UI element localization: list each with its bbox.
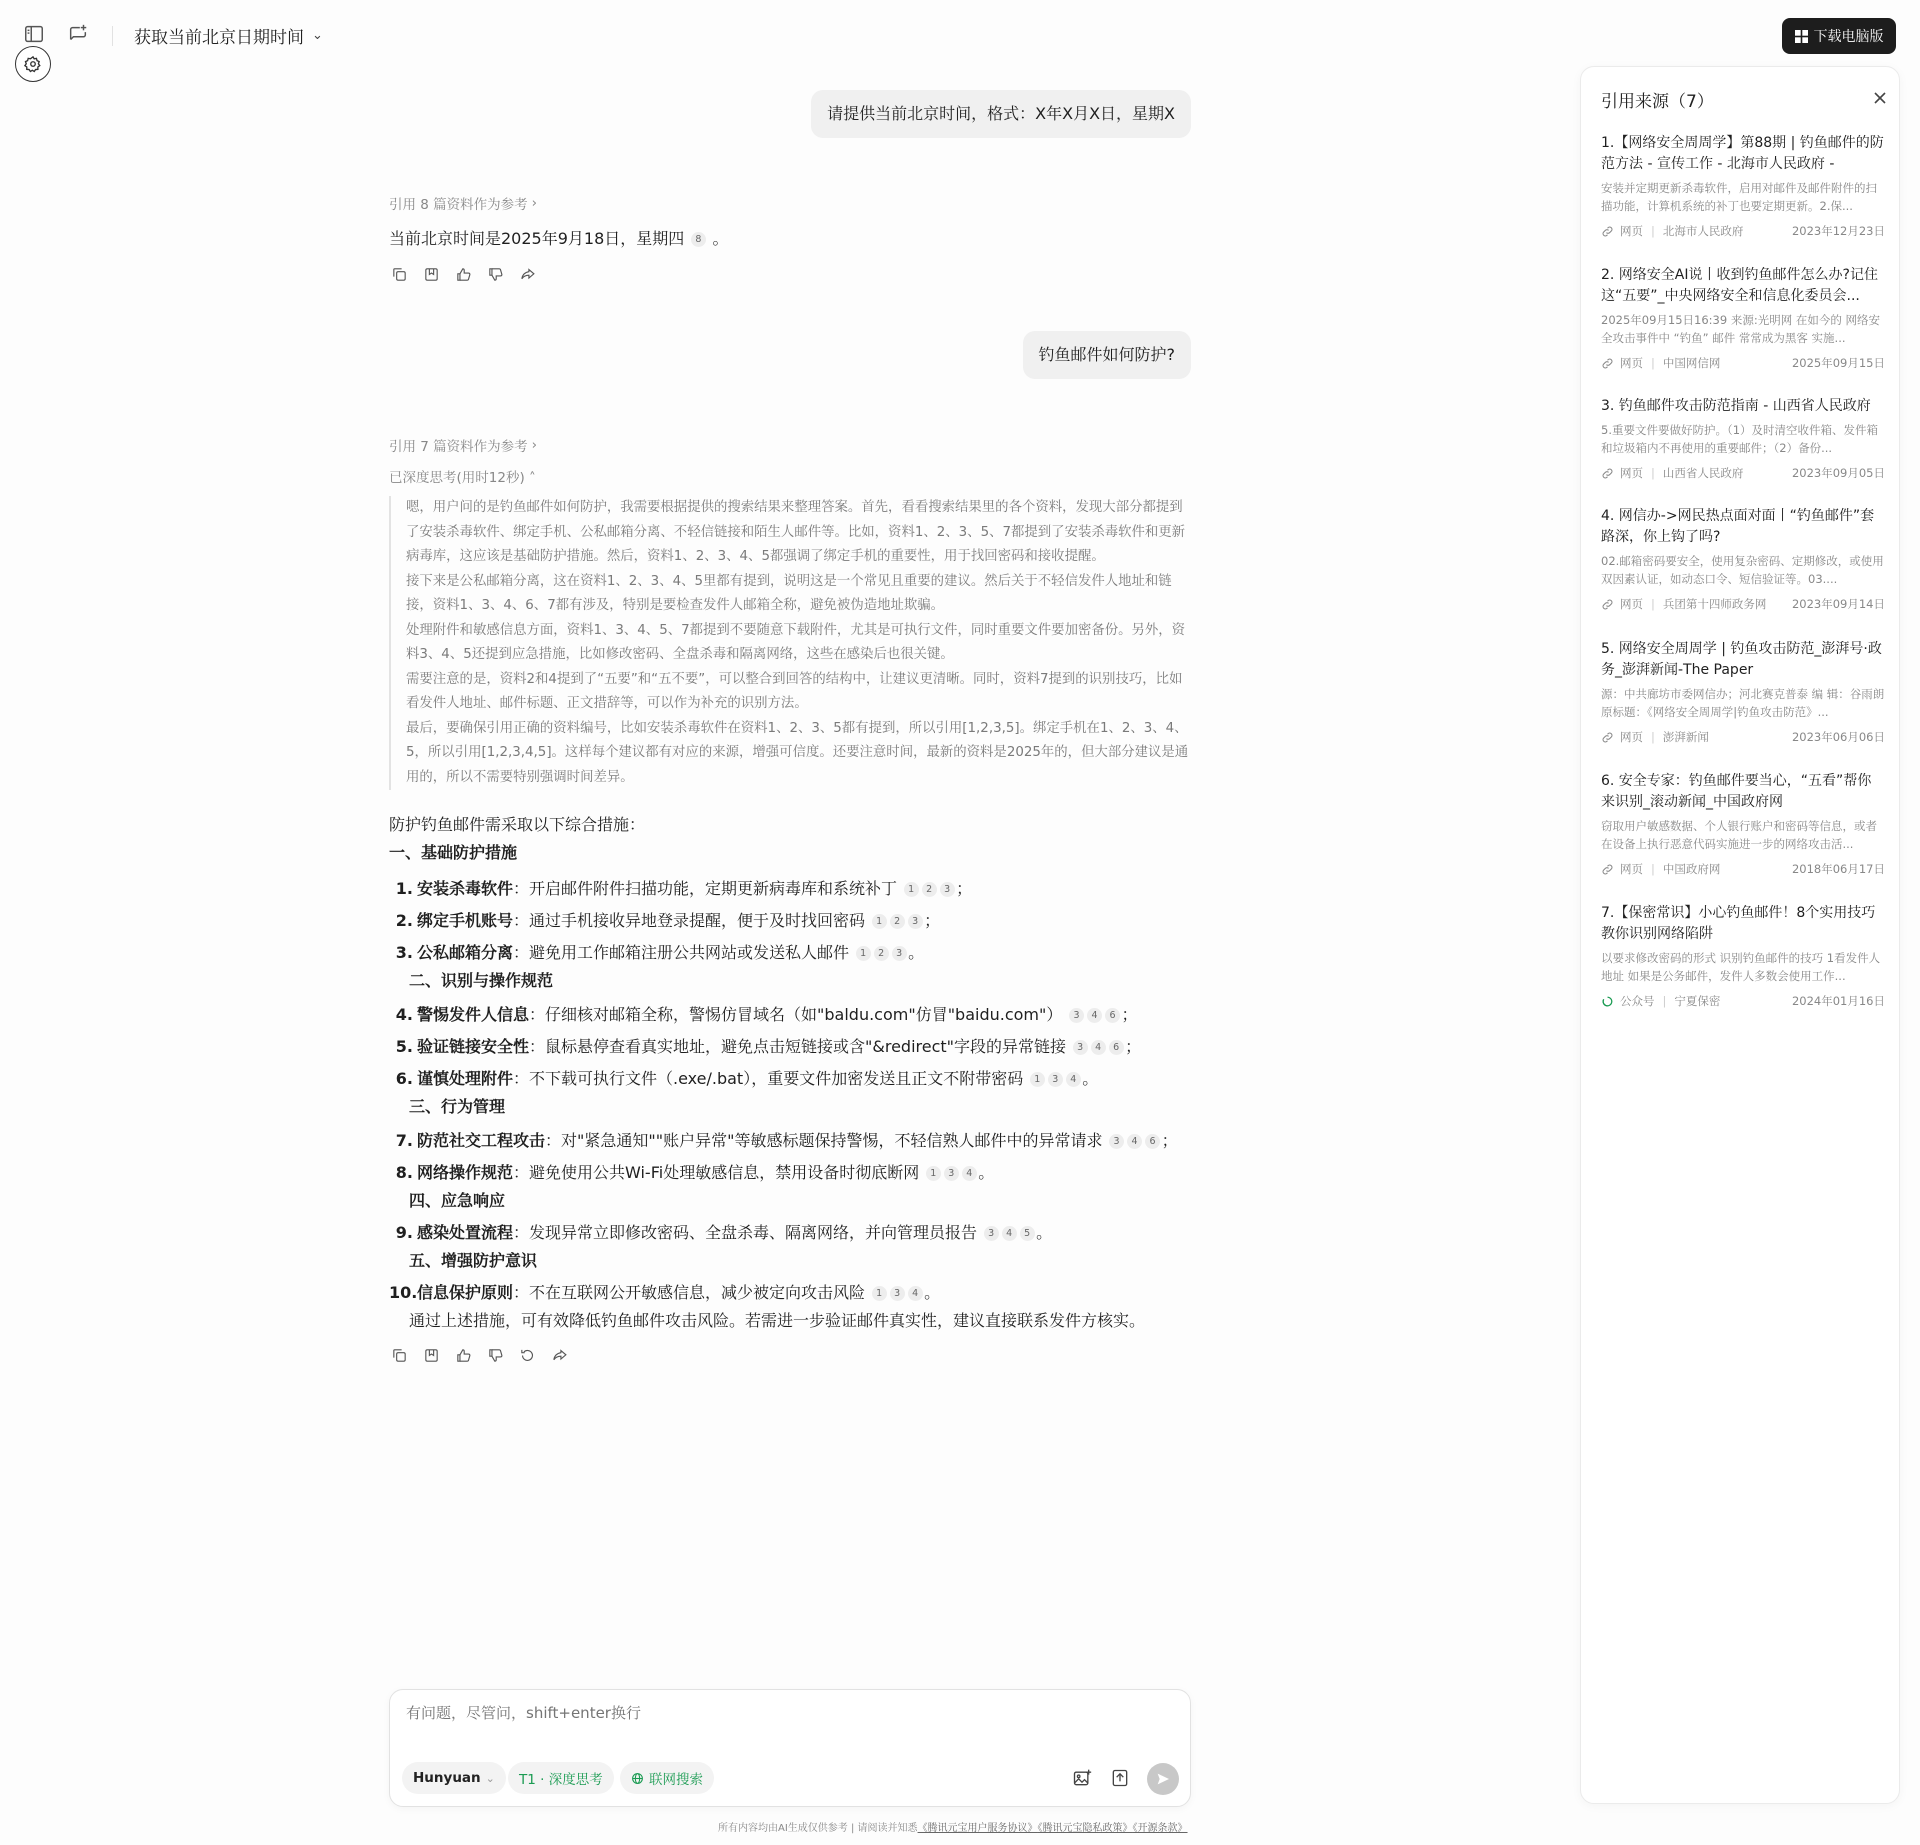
citation-badge[interactable]: 3 xyxy=(1109,1134,1124,1149)
assistant-answer xyxy=(389,226,728,249)
citation-badge[interactable]: 5 xyxy=(1020,1226,1035,1241)
chevron-up-icon: ˄ xyxy=(529,470,536,486)
citation-badge[interactable]: 6 xyxy=(1109,1040,1124,1055)
citation-badge[interactable]: 3 xyxy=(940,882,955,897)
sidebar-toggle-icon[interactable] xyxy=(20,20,48,48)
thinking-content xyxy=(389,496,1191,790)
send-button[interactable] xyxy=(1147,1763,1179,1795)
source-item[interactable] xyxy=(1601,396,1885,481)
source-item[interactable] xyxy=(1601,639,1885,745)
source-snippet: 5.重要文件要做好防护。（1）及时清空收件箱、发件箱和垃圾箱内不再使用的重要邮件；（2）备份... xyxy=(1601,423,1879,455)
source-item[interactable] xyxy=(1601,771,1885,877)
close-icon[interactable] xyxy=(1870,88,1890,108)
deep-think-toggle[interactable] xyxy=(389,466,536,486)
citation-badge[interactable]: 8 xyxy=(691,232,706,247)
source-date: 2024年01月16日 xyxy=(1791,994,1885,1008)
link-icon xyxy=(1601,862,1615,876)
source-site: 兵团第十四师政务网 xyxy=(1662,597,1767,611)
references-label: 引用 7 篇资料作为参考 xyxy=(389,439,528,455)
link-icon xyxy=(1601,224,1615,238)
chat-input-box xyxy=(389,1689,1191,1807)
source-meta: 网页 | 山西省人民政府 2023年09月05日 xyxy=(1601,465,1885,481)
bookmark-icon[interactable] xyxy=(421,1345,441,1365)
thinking-paragraph: 最后，要确保引用正确的资料编号，比如安装杀毒软件在资料1、2、3、5都有提到，所以引用[1,2,3,5]。绑定手机在1、2、3、4、5，所以引用[1,2,3,4,5]。这样每个建议都有对应的来源，增强可信度。还要注意时间，最新的资料是2025年的，但大部分建议是通用的，所以不需要特别强调时间差异。 xyxy=(406,720,1189,785)
source-date: 2023年09月14日 xyxy=(1791,597,1885,611)
source-type: 网页 xyxy=(1620,862,1643,876)
thumbs-down-icon[interactable] xyxy=(485,1345,505,1365)
share-icon[interactable] xyxy=(549,1345,569,1365)
conversation-title[interactable] xyxy=(134,23,323,48)
citation-badge[interactable]: 1 xyxy=(856,946,871,961)
source-title: 5. 网络安全周周学 | 钓鱼攻击防范_澎湃号·政务_澎湃新闻-The Paper xyxy=(1601,641,1882,678)
divider xyxy=(112,26,113,46)
citation-badge[interactable]: 6 xyxy=(1105,1008,1120,1023)
answer-end: 。 xyxy=(712,229,729,248)
source-title: 1.【网络安全周周学】第88期 | 钓鱼邮件的防范方法 - 宣传工作 - 北海市人民政府 - xyxy=(1601,135,1884,172)
globe-icon xyxy=(631,1772,644,1785)
chevron-right-icon: › xyxy=(531,437,538,453)
source-snippet: 窃取用户敏感数据、个人银行账户和密码等信息，或者在设备上执行恶意代码实施进一步的网络攻击活... xyxy=(1601,819,1877,851)
source-meta: 网页 | 中国政府网 2018年06月17日 xyxy=(1601,861,1885,877)
deep-think-chip-label: T1 · 深度思考 xyxy=(519,1772,603,1788)
citation-badge[interactable]: 3 xyxy=(1073,1040,1088,1055)
thumbs-up-icon[interactable] xyxy=(453,1345,473,1365)
list-item: 10.信息保护原则：不在互联网公开敏感信息，减少被定向攻击风险 1 3 4 。 xyxy=(389,1283,941,1302)
source-snippet: 以要求修改密码的形式 识别钓鱼邮件的技巧 1看发件人地址 如果是公务邮件，发件人多数会使用工作... xyxy=(1601,951,1881,983)
source-meta: 网页 | 北海市人民政府 2023年12月23日 xyxy=(1601,223,1885,239)
section-heading: 四、应急响应 xyxy=(409,1191,506,1210)
citation-badge[interactable]: 3 xyxy=(908,914,923,929)
windows-icon xyxy=(1795,30,1808,43)
list-item: 9. 感染处置流程：发现异常立即修改密码、全盘杀毒、隔离网络，并向管理员报告 3 4 5 。 xyxy=(395,1223,1053,1242)
share-icon[interactable] xyxy=(517,264,537,284)
source-item[interactable] xyxy=(1601,506,1885,612)
source-date: 2018年06月17日 xyxy=(1791,862,1885,876)
user-message: 钓鱼邮件如何防护? xyxy=(1023,331,1192,379)
copy-icon[interactable] xyxy=(389,264,409,284)
source-item[interactable] xyxy=(1601,133,1885,239)
thinking-paragraph: 处理附件和敏感信息方面，资料1、3、4、5、7都提到不要随意下载附件，尤其是可执行文件，同时重要文件要加密备份。另外，资料3、4、5还提到应急措施，比如修改密码、全盘杀毒和隔离网络，这些在感染后也很关键。 xyxy=(406,622,1186,662)
top-bar xyxy=(0,0,1920,70)
gear-icon xyxy=(24,55,42,73)
source-type: 网页 xyxy=(1620,224,1643,238)
source-title: 6. 安全专家：钓鱼邮件要当心，“五看”帮你来识别_滚动新闻_中国政府网 xyxy=(1601,773,1872,810)
file-upload-icon[interactable] xyxy=(1108,1766,1132,1790)
source-site: 宁夏保密 xyxy=(1674,994,1721,1008)
list-item: 3. 公私邮箱分离：避免用工作邮箱注册公共网站或发送私人邮件 1 2 3 。 xyxy=(395,943,925,962)
answer-conclusion: 通过上述措施，可有效降低钓鱼邮件攻击风险。若需进一步验证邮件真实性，建议直接联系发件方核实。 xyxy=(409,1311,1146,1330)
answer-text: 当前北京时间是2025年9月18日，星期四 xyxy=(389,229,685,248)
source-title: 3. 钓鱼邮件攻击防范指南 - 山西省人民政府 xyxy=(1601,398,1871,414)
citation-badge[interactable]: 2 xyxy=(890,914,905,929)
conversation-title-text: 获取当前北京日期时间 xyxy=(134,28,304,48)
thinking-paragraph: 需要注意的是，资料2和4提到了“五要”和“五不要”，可以整合到回答的结构中，让建议更清晰。同时，资料7提到的识别技巧，比如看发件人地址、邮件标题、正文措辞等，可以作为补充的识别方法。 xyxy=(406,671,1183,711)
image-upload-icon[interactable] xyxy=(1070,1766,1094,1790)
sources-title: 引用来源（7） xyxy=(1601,92,1714,112)
citation-badge[interactable]: 4 xyxy=(962,1166,977,1181)
source-site: 中国网信网 xyxy=(1662,356,1721,370)
source-item[interactable] xyxy=(1601,903,1885,1009)
model-label: Hunyuan xyxy=(413,1770,481,1786)
citation-badge[interactable]: 3 xyxy=(1069,1008,1084,1023)
references-toggle[interactable] xyxy=(389,435,537,455)
model-selector[interactable] xyxy=(402,1762,506,1794)
source-type: 公众号 xyxy=(1620,994,1655,1008)
settings-button[interactable] xyxy=(15,46,51,82)
chevron-down-icon: ⌄ xyxy=(312,28,323,43)
regenerate-icon[interactable] xyxy=(517,1345,537,1365)
message-actions xyxy=(389,1345,569,1365)
citation-badge[interactable]: 3 xyxy=(892,946,907,961)
copy-icon[interactable] xyxy=(389,1345,409,1365)
citation-badge[interactable]: 2 xyxy=(922,882,937,897)
source-date: 2023年09月05日 xyxy=(1791,466,1885,480)
citation-badge[interactable]: 4 xyxy=(1087,1008,1102,1023)
citation-badge[interactable]: 4 xyxy=(1091,1040,1106,1055)
list-item: 1. 安装杀毒软件：开启邮件附件扫描功能，定期更新病毒库和系统补丁 1 2 3 ； xyxy=(395,879,973,898)
open-source-link[interactable]: 《开源条款》 xyxy=(1132,1823,1188,1834)
source-snippet: 源：中共廊坊市委网信办；河北赛克普泰 编 辑：谷雨朗 原标题：《网络安全周周学|钓鱼攻击防范》... xyxy=(1601,687,1885,719)
citation-badge[interactable]: 4 xyxy=(1127,1134,1142,1149)
source-site: 山西省人民政府 xyxy=(1662,466,1744,480)
references-label: 引用 8 篇资料作为参考 xyxy=(389,197,528,213)
sources-panel xyxy=(1580,66,1900,1804)
chevron-down-icon: ⌄ xyxy=(485,1771,495,1785)
source-type: 网页 xyxy=(1620,597,1643,611)
download-label: 下载电脑版 xyxy=(1813,29,1884,45)
citation-badge[interactable]: 3 xyxy=(984,1226,999,1241)
thinking-paragraph: 接下来是公私邮箱分离，这在资料1、2、3、4、5里都有提到，说明这是一个常见且重要的建议。然后关于不轻信发件人地址和链接，资料1、3、4、6、7都有涉及，特别是要检查发件人邮箱全称，避免被伪造地址欺骗。 xyxy=(406,573,1172,613)
list-item: 5. 验证链接安全性：鼠标悬停查看真实地址，避免点击短链接或含"&redirect"字段的异常链接 3 4 6 ； xyxy=(395,1037,1142,1056)
chat-input[interactable] xyxy=(406,1704,1166,1722)
citation-badge[interactable]: 1 xyxy=(1030,1072,1045,1087)
link-icon xyxy=(1601,597,1615,611)
thinking-paragraph: 嗯，用户问的是钓鱼邮件如何防护，我需要根据提供的搜索结果来整理答案。首先，看看搜索结果里的各个资料，发现大部分都提到了安装杀毒软件、绑定手机、公私邮箱分离、不轻信链接和陌生人邮件等。比如，资料1、2、3、5、7都提到了安装杀毒软件和更新病毒库，这应该是基础防护措施。然后，资料1、2、3、4、5都强调了绑定手机的重要性，用于找回密码和接收提醒。 xyxy=(406,500,1186,564)
list-item: 6. 谨慎处理附件：不下载可执行文件（.exe/.bat），重要文件加密发送且正文不附带密码 1 3 4 。 xyxy=(395,1069,1099,1088)
new-chat-icon[interactable] xyxy=(64,20,92,48)
source-item[interactable] xyxy=(1601,265,1885,371)
citation-badge[interactable]: 3 xyxy=(890,1286,905,1301)
source-snippet: 安装并定期更新杀毒软件，启用对邮件及邮件附件的扫描功能，计算机系统的补丁也要定期更新。2.保... xyxy=(1601,181,1877,213)
citation-badge[interactable]: 4 xyxy=(1066,1072,1081,1087)
bookmark-icon[interactable] xyxy=(421,264,441,284)
list-item: 4. 警惕发件人信息：仔细核对邮箱全称，警惕仿冒域名（如"baldu.com"仿冒"baidu.com"） 3 4 6 ； xyxy=(395,1005,1138,1024)
download-desktop-button[interactable] xyxy=(1782,18,1896,54)
citation-badge[interactable]: 4 xyxy=(908,1286,923,1301)
message-actions xyxy=(389,264,537,284)
citation-badge[interactable]: 1 xyxy=(904,882,919,897)
send-icon xyxy=(1155,1771,1171,1787)
disclaimer-text: 所有内容均由AI生成仅供参考 | 请阅读并知悉 xyxy=(718,1823,918,1834)
citation-badge[interactable]: 6 xyxy=(1145,1134,1160,1149)
section-heading: 一、基础防护措施 xyxy=(389,843,518,862)
list-item: 7. 防范社交工程攻击：对"紧急通知""账户异常"等敏感标题保持警惕，不轻信熟人邮件中的异常请求 3 4 6 ； xyxy=(395,1131,1178,1150)
citation-badge[interactable]: 1 xyxy=(872,914,887,929)
source-site: 澎湃新闻 xyxy=(1662,730,1709,744)
deep-think-label: 已深度思考(用时12秒) xyxy=(389,470,525,486)
source-title: 2. 网络安全AI说丨收到钓鱼邮件怎么办?记住这“五要”_中央网络安全和信息化委员会... xyxy=(1601,267,1878,304)
terms-link[interactable]: 《腾讯元宝用户服务协议》 xyxy=(917,1823,1038,1834)
source-type: 网页 xyxy=(1620,730,1643,744)
section-heading: 三、行为管理 xyxy=(409,1097,506,1116)
citation-badge[interactable]: 4 xyxy=(1002,1226,1017,1241)
source-date: 2025年09月15日 xyxy=(1791,356,1885,370)
source-meta: 网页 | 中国网信网 2025年09月15日 xyxy=(1601,355,1885,371)
source-meta: 公众号 | 宁夏保密 2024年01月16日 xyxy=(1601,993,1885,1009)
citation-badge[interactable]: 1 xyxy=(926,1166,941,1181)
citation-badge[interactable]: 3 xyxy=(1048,1072,1063,1087)
web-search-chip-label: 联网搜索 xyxy=(649,1772,703,1788)
section-heading: 五、增强防护意识 xyxy=(409,1251,538,1270)
source-meta: 网页 | 澎湃新闻 2023年06月06日 xyxy=(1601,729,1885,745)
source-type: 网页 xyxy=(1620,466,1643,480)
list-item: 2. 绑定手机账号：通过手机接收异地登录提醒，便于及时找回密码 1 2 3 ； xyxy=(395,911,941,930)
references-toggle[interactable] xyxy=(389,193,537,213)
source-site: 北海市人民政府 xyxy=(1662,224,1744,238)
list-item: 8. 网络操作规范：避免使用公共Wi-Fi处理敏感信息，禁用设备时彻底断网 1 3 4 。 xyxy=(395,1163,995,1182)
source-date: 2023年12月23日 xyxy=(1791,224,1885,238)
source-snippet: 02.邮箱密码要安全，使用复杂密码、定期修改，或使用双因素认证，如动态口令、短信验证等。03.... xyxy=(1601,554,1884,586)
source-date: 2023年06月06日 xyxy=(1791,730,1885,744)
source-snippet: 2025年09月15日16:39 来源:光明网 在如今的 网络安全攻击事件中 “钓鱼” 邮件 常常成为黑客 实施... xyxy=(1601,313,1881,345)
source-meta: 网页 | 兵团第十四师政务网 2023年09月14日 xyxy=(1601,596,1885,612)
thumbs-down-icon[interactable] xyxy=(485,264,505,284)
chevron-right-icon: › xyxy=(531,195,538,211)
answer-intro: 防护钓鱼邮件需采取以下综合措施： xyxy=(389,815,646,834)
source-site: 中国政府网 xyxy=(1662,862,1721,876)
link-icon xyxy=(1601,730,1615,744)
section-heading: 二、识别与操作规范 xyxy=(409,971,554,990)
source-type: 网页 xyxy=(1620,356,1643,370)
citation-badge[interactable]: 1 xyxy=(872,1286,887,1301)
web-search-chip[interactable] xyxy=(620,1762,714,1794)
deep-think-chip[interactable] xyxy=(508,1762,614,1794)
citation-badge[interactable]: 2 xyxy=(874,946,889,961)
citation-badge[interactable]: 3 xyxy=(944,1166,959,1181)
disclaimer xyxy=(718,1819,1188,1834)
user-message: 请提供当前北京时间，格式：X年X月X日，星期X xyxy=(811,90,1191,138)
thumbs-up-icon[interactable] xyxy=(453,264,473,284)
link-icon xyxy=(1601,356,1615,370)
link-icon xyxy=(1601,466,1615,480)
source-title: 7.【保密常识】小心钓鱼邮件！8个实用技巧教你识别网络陷阱 xyxy=(1601,905,1876,942)
wechat-icon xyxy=(1601,994,1615,1008)
source-title: 4. 网信办->网民热点面对面丨“钓鱼邮件”套路深，你上钩了吗? xyxy=(1601,508,1875,545)
privacy-link[interactable]: 《腾讯元宝隐私政策》 xyxy=(1037,1823,1133,1834)
